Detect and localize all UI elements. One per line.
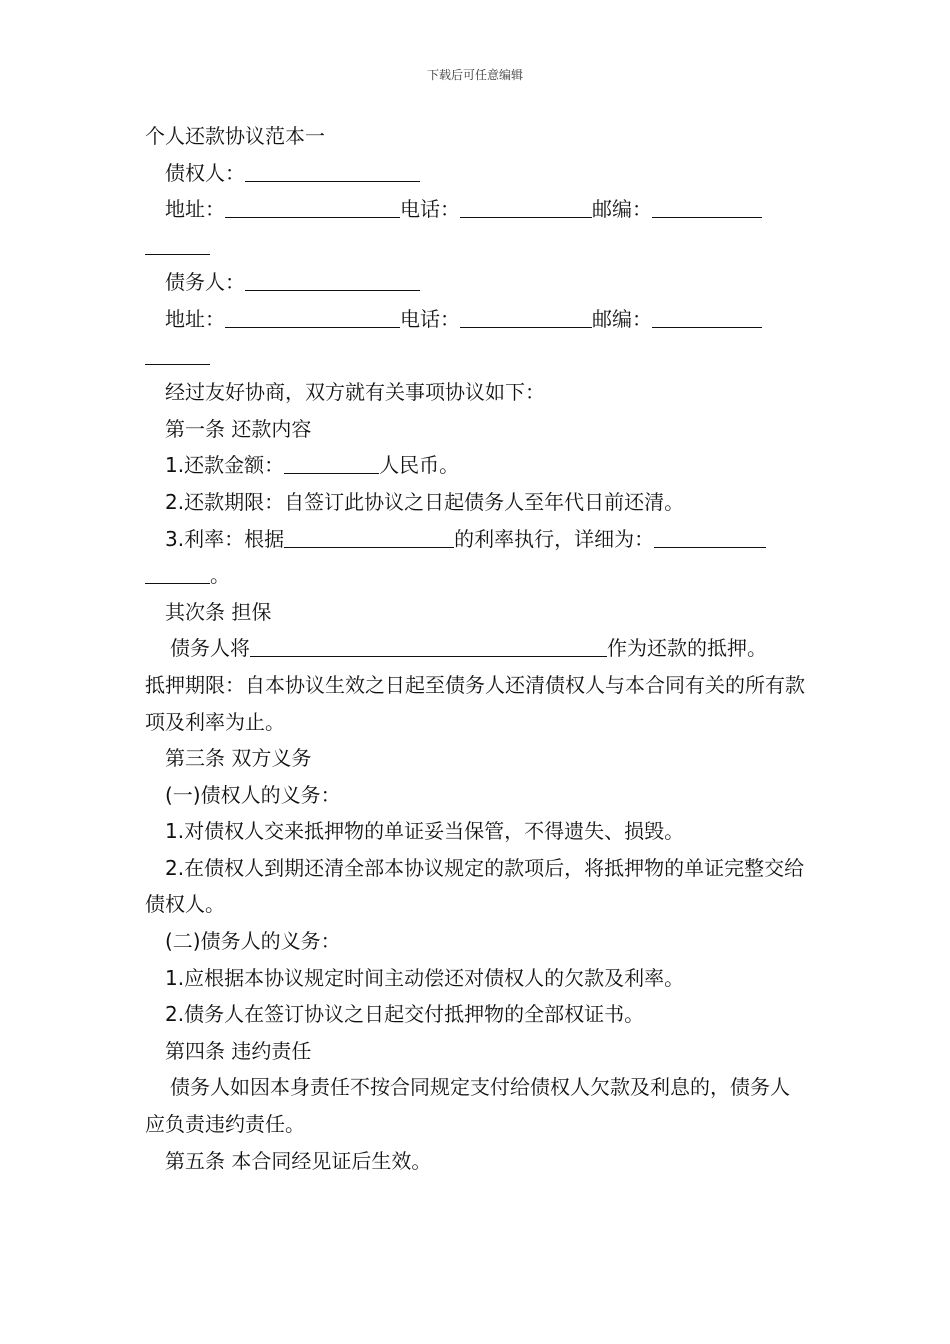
article-1-item-2: 2.还款期限：自签订此协议之日起债务人至年代日前还清。 — [165, 489, 685, 514]
article-3-section-2-item-2: 2.债务人在签订协议之日起交付抵押物的全部权证书。 — [165, 1002, 645, 1027]
debtor-postcode-continuation — [145, 338, 807, 375]
creditor-postcode-blank-continued[interactable] — [145, 230, 210, 255]
debtor-address-line — [145, 301, 807, 338]
article-1-title: 第一条 还款内容 — [165, 416, 312, 441]
creditor-address-blank[interactable] — [225, 193, 400, 218]
creditor-phone-blank[interactable] — [460, 193, 592, 218]
repayment-amount-blank[interactable] — [284, 449, 379, 474]
creditor-postcode-continuation — [145, 228, 807, 265]
article-2-collateral-line — [145, 630, 807, 667]
article-3-section-1-item-2: 2.在债权人到期还清全部本协议规定的款项后，将抵押物的单证完整交给债权人。 — [145, 855, 805, 917]
article-3-section-2: (二)债务人的义务： — [165, 929, 341, 954]
debtor-phone-blank[interactable] — [460, 303, 592, 328]
interest-detail-blank-continued[interactable] — [145, 559, 210, 584]
article-2-title: 其次条 担保 — [165, 599, 272, 624]
article-3-section-2-item-1: 1.应根据本协议规定时间主动偿还对债权人的欠款及利率。 — [165, 965, 685, 990]
article-1-item-3-continuation — [145, 557, 807, 594]
currency-text: 人民币。 — [379, 453, 460, 478]
article-4-title: 第四条 违约责任 — [165, 1038, 312, 1063]
phone-label: 电话： — [400, 306, 460, 331]
collateral-label: 债务人将 — [170, 636, 250, 661]
article-3-section-1-item-1: 1.对债权人交来抵押物的单证妥当保管，不得遗失、损毁。 — [165, 819, 685, 844]
article-1-item-1 — [145, 447, 807, 484]
article-2-term: 抵押期限：自本协议生效之日起至债务人还清债权人与本合同有关的所有款项及利率为止。 — [145, 672, 805, 734]
repayment-amount-label: 1.还款金额： — [165, 453, 285, 478]
collateral-blank[interactable] — [250, 632, 607, 657]
sentence-end: 。 — [210, 563, 230, 588]
debtor-postcode-blank[interactable] — [652, 303, 762, 328]
debtor-line — [145, 264, 807, 301]
interest-rate-label: 3.利率：根据 — [165, 526, 285, 551]
debtor-address-blank[interactable] — [225, 303, 400, 328]
intro-paragraph: 经过友好协商，双方就有关事项协议如下： — [165, 380, 545, 405]
creditor-name-blank[interactable] — [245, 157, 420, 182]
interest-detail-label: 的利率执行，详细为： — [454, 526, 655, 551]
phone-label: 电话： — [400, 197, 460, 222]
debtor-postcode-blank-continued[interactable] — [145, 340, 210, 365]
interest-detail-blank[interactable] — [654, 523, 766, 548]
address-label: 地址： — [165, 197, 225, 222]
address-label: 地址： — [165, 306, 225, 331]
creditor-line — [145, 155, 807, 192]
postcode-label: 邮编： — [592, 306, 652, 331]
debtor-name-blank[interactable] — [245, 266, 420, 291]
debtor-label: 债务人： — [165, 270, 245, 295]
article-1-item-3 — [145, 521, 807, 558]
page-header: 下载后可任意编辑 — [426, 68, 523, 82]
interest-basis-blank[interactable] — [284, 523, 454, 548]
article-5-title: 第五条 本合同经见证后生效。 — [165, 1148, 432, 1173]
creditor-label: 债权人： — [165, 160, 245, 185]
creditor-postcode-blank[interactable] — [652, 193, 762, 218]
creditor-address-line — [145, 191, 807, 228]
agreement-document — [145, 118, 807, 1179]
postcode-label: 邮编： — [592, 197, 652, 222]
article-3-section-1: (一)债权人的义务： — [165, 782, 341, 807]
collateral-suffix: 作为还款的抵押。 — [607, 636, 767, 661]
article-4-text: 债务人如因本身责任不按合同规定支付给债权人欠款及利息的，债务人应负责违约责任。 — [145, 1075, 790, 1137]
document-title: 个人还款协议范本一 — [145, 124, 325, 148]
article-3-title: 第三条 双方义务 — [165, 746, 312, 771]
